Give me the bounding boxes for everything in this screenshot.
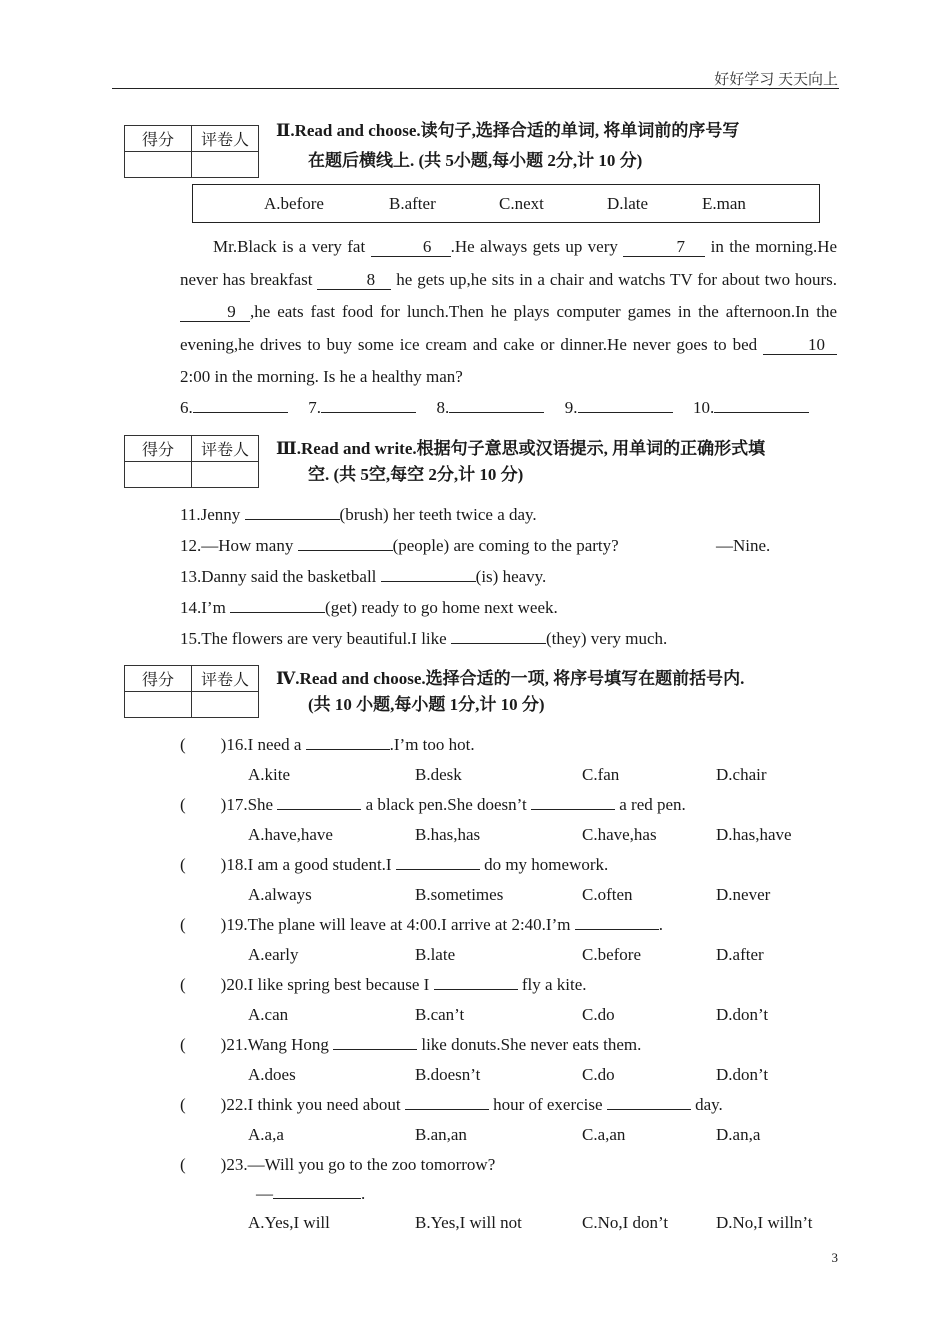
question-text: )18.I am a good student.I <box>220 855 396 874</box>
answer-blank-14[interactable] <box>230 612 325 613</box>
option-b: B.doesn’t <box>415 1065 481 1084</box>
question-19 <box>180 915 663 935</box>
question-11 <box>180 505 537 525</box>
score-cell[interactable] <box>125 692 192 718</box>
question-text: like donuts.She never eats them. <box>417 1035 642 1054</box>
question-blank[interactable] <box>607 1109 691 1110</box>
question-15 <box>180 629 667 649</box>
answer-paren[interactable]: ( <box>180 855 186 874</box>
grader-label: 评卷人 <box>192 126 259 152</box>
option-a: A.Yes,I will <box>248 1213 330 1232</box>
option-a: A.always <box>248 885 312 904</box>
section2-title-line2: 在题后横线上. (共 5小题,每小题 2分,计 10 分) <box>308 151 643 170</box>
choice-b: B.after <box>389 194 436 213</box>
question-text: a black pen.She doesn’t <box>361 795 531 814</box>
answer-label-7: 7. <box>308 398 321 417</box>
choice-c: C.next <box>499 194 544 213</box>
question-text: — <box>256 1184 273 1203</box>
answer-label-10: 10. <box>693 398 715 417</box>
score-table-section3 <box>124 435 259 488</box>
option-c: C.before <box>582 945 642 964</box>
question-23-reply <box>256 1184 365 1204</box>
question-text: (get) ready to go home next week. <box>325 598 558 617</box>
passage-blank-7[interactable]: 7 <box>623 238 705 257</box>
option-c: C.have,has <box>582 825 657 844</box>
answer-paren[interactable]: ( <box>180 1035 186 1054</box>
score-label: 得分 <box>125 126 192 152</box>
option-a: A.can <box>248 1005 289 1024</box>
question-14 <box>180 598 558 618</box>
answer-label-6: 6. <box>180 398 193 417</box>
question-text: (they) very much. <box>545 629 668 648</box>
question-blank[interactable] <box>306 749 390 750</box>
option-c: C.do <box>582 1005 615 1024</box>
question-text: (people) are coming to the party? <box>392 536 619 555</box>
choice-e: E.man <box>702 194 746 213</box>
answer-blank-10[interactable] <box>714 412 809 413</box>
question-blank[interactable] <box>434 989 518 990</box>
answer-paren[interactable]: ( <box>180 1095 186 1114</box>
option-d: D.chair <box>716 765 767 784</box>
section2-passage <box>180 231 837 394</box>
question-18 <box>180 855 608 875</box>
question-blank[interactable] <box>396 869 480 870</box>
score-cell[interactable] <box>125 462 192 488</box>
option-a: A.early <box>248 945 299 964</box>
answer-blank-6[interactable] <box>193 412 288 413</box>
question-text: 11.Jenny <box>180 505 245 524</box>
option-a: A.kite <box>248 765 291 784</box>
option-c: C.often <box>582 885 633 904</box>
question-text: 13.Danny said the basketball <box>180 567 381 586</box>
answer-label-8: 8. <box>436 398 450 417</box>
question-blank[interactable] <box>531 809 615 810</box>
question-blank[interactable] <box>405 1109 489 1110</box>
passage-blank-9[interactable]: 9 <box>180 303 250 322</box>
header-rule <box>112 88 839 89</box>
question-text: . <box>361 1184 366 1203</box>
option-b: B.an,an <box>415 1125 467 1144</box>
answer-blank-11[interactable] <box>245 519 340 520</box>
score-label: 得分 <box>125 436 192 462</box>
answer-paren[interactable]: ( <box>180 975 186 994</box>
option-d: D.has,have <box>716 825 792 844</box>
question-16 <box>180 735 475 755</box>
question-21 <box>180 1035 641 1055</box>
option-d: D.after <box>716 945 764 964</box>
page-header-text: 好好学习 天天向上 <box>714 72 838 88</box>
option-c: C.do <box>582 1065 615 1084</box>
choice-a: A.before <box>264 194 324 213</box>
option-b: B.has,has <box>415 825 481 844</box>
option-b: B.late <box>415 945 456 964</box>
passage-text: .He always gets up very <box>450 237 624 256</box>
passage-text: ,he eats fast food for lunch.Then he plays computer games in the afternoon.In the evening,he drives to buy some ice cream and cake or dinner.He never goes to bed <box>180 302 837 354</box>
section3-title-line1: Ⅲ.Read and write.根据句子意思或汉语提示, 用单词的正确形式填 <box>276 439 766 458</box>
score-cell[interactable] <box>125 152 192 178</box>
passage-text: he gets up,he sits in a chair and watchs TV for about two hours. <box>391 269 837 289</box>
answer-label-9: 9. <box>564 398 578 417</box>
answer-blank-13[interactable] <box>381 581 476 582</box>
word-choice-box <box>192 184 820 223</box>
grader-label: 评卷人 <box>192 436 259 462</box>
question-text: )23.—Will you go to the zoo tomorrow? <box>220 1155 496 1174</box>
question-text: (brush) her teeth twice a day. <box>339 505 537 524</box>
passage-blank-10[interactable]: 10 <box>763 336 837 355</box>
passage-text: 2:00 in the morning. Is he a healthy man? <box>180 367 463 386</box>
section4-title-line2: (共 10 小题,每小题 1分,计 10 分) <box>308 695 545 714</box>
passage-text: in the morning.He never has breakfast <box>180 237 838 289</box>
grader-cell[interactable] <box>192 152 259 178</box>
option-a: A.have,have <box>248 825 333 844</box>
question-text: )16.I need a <box>220 735 306 754</box>
answer-line <box>180 398 809 418</box>
question-text: )22.I think you need about <box>220 1095 405 1114</box>
option-c: C.fan <box>582 765 620 784</box>
passage-blank-6[interactable]: 6 <box>371 238 451 257</box>
question-text: fly a kite. <box>517 975 587 994</box>
question-text: day. <box>690 1095 723 1114</box>
question-12 <box>180 536 619 556</box>
question-text: . <box>658 915 663 934</box>
answer-paren[interactable]: ( <box>180 915 186 934</box>
score-label: 得分 <box>125 666 192 692</box>
question-text: )19.The plane will leave at 4:00.I arrive at 2:40.I’m <box>220 915 575 934</box>
answer-blank-9[interactable] <box>578 412 673 413</box>
option-d: D.an,a <box>716 1125 761 1144</box>
score-table-section4 <box>124 665 259 718</box>
question-text: 14.I’m <box>180 598 231 617</box>
option-d: D.No,I willn’t <box>716 1213 813 1232</box>
question-text: .I’m too hot. <box>389 735 475 754</box>
option-d: D.don’t <box>716 1065 769 1084</box>
section3-title-line2: 空. (共 5空,每空 2分,计 10 分) <box>308 465 524 484</box>
option-d: D.never <box>716 885 771 904</box>
option-c: C.a,an <box>582 1125 626 1144</box>
question-text: )20.I like spring best because I <box>220 975 434 994</box>
question-text: )17.She <box>220 795 278 814</box>
question-text: (is) heavy. <box>475 567 547 586</box>
grader-cell[interactable] <box>192 692 259 718</box>
option-d: D.don’t <box>716 1005 769 1024</box>
question-blank[interactable] <box>575 929 659 930</box>
question-text: a red pen. <box>615 795 686 814</box>
section2-title-line1: Ⅱ.Read and choose.读句子,选择合适的单词, 将单词前的序号写 <box>276 121 740 140</box>
question-text: do my homework. <box>479 855 609 874</box>
answer-paren[interactable]: ( <box>180 795 186 814</box>
question-17 <box>180 795 686 815</box>
grader-label: 评卷人 <box>192 666 259 692</box>
question-blank[interactable] <box>273 1198 361 1199</box>
answer-blank-7[interactable] <box>321 412 416 413</box>
option-c: C.No,I don’t <box>582 1213 669 1232</box>
answer-blank-15[interactable] <box>451 643 546 644</box>
passage-text: Mr.Black is a very fat <box>213 237 371 256</box>
passage-blank-8[interactable]: 8 <box>317 271 391 290</box>
question-23 <box>180 1155 495 1175</box>
question-text: hour of exercise <box>488 1095 607 1114</box>
question-text: 12.—How many <box>180 536 298 555</box>
option-b: B.can’t <box>415 1005 465 1024</box>
answer-paren[interactable]: ( <box>180 735 186 754</box>
choice-d: D.late <box>607 194 649 213</box>
option-b: B.Yes,I will not <box>415 1213 522 1232</box>
page-number: 3 <box>831 1250 838 1265</box>
answer-blank-12[interactable] <box>298 550 393 551</box>
option-a: A.a,a <box>248 1125 284 1144</box>
question-12-reply: —Nine. <box>716 536 771 555</box>
grader-cell[interactable] <box>192 462 259 488</box>
question-blank[interactable] <box>277 809 361 810</box>
section4-title-line1: Ⅳ.Read and choose.选择合适的一项, 将序号填写在题前括号内. <box>276 669 745 688</box>
question-text: 15.The flowers are very beautiful.I like <box>180 629 451 648</box>
question-text: )21.Wang Hong <box>220 1035 334 1054</box>
option-b: B.desk <box>415 765 462 784</box>
question-13 <box>180 567 546 587</box>
question-blank[interactable] <box>333 1049 417 1050</box>
answer-blank-8[interactable] <box>449 412 544 413</box>
question-20 <box>180 975 587 995</box>
question-22 <box>180 1095 723 1115</box>
answer-paren[interactable]: ( <box>180 1155 186 1174</box>
score-table-section2 <box>124 125 259 178</box>
option-b: B.sometimes <box>415 885 504 904</box>
option-a: A.does <box>248 1065 296 1084</box>
